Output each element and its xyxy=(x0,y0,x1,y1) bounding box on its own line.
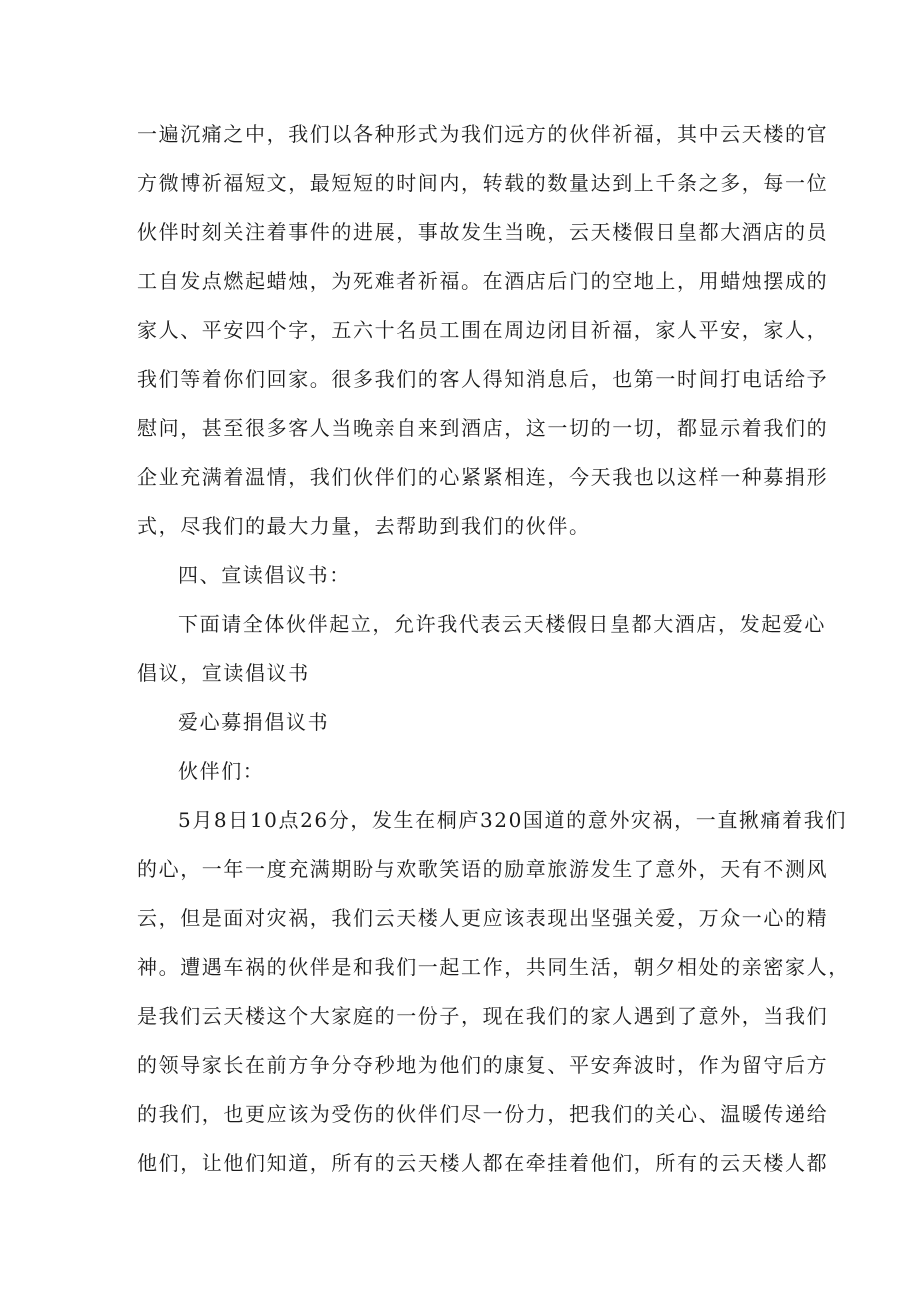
body-line: 我们等着你们回家。很多我们的客人得知消息后，也第一时间打电话给予 xyxy=(137,367,829,391)
body-line: 方微博祈福短文，最短短的时间内，转载的数量达到上千条之多，每一位 xyxy=(137,171,829,195)
letter-title: 爱心募捐倡议书 xyxy=(178,710,330,734)
body-line: 慰问，甚至很多客人当晚亲自来到酒店，这一切的一切，都显示着我们的 xyxy=(137,416,829,440)
body-line: 倡议，宣读倡议书 xyxy=(137,661,310,685)
body-line: 一遍沉痛之中，我们以各种形式为我们远方的伙伴祈福，其中云天楼的官 xyxy=(137,122,829,146)
salutation: 伙伴们： xyxy=(178,759,265,783)
body-line: 的心，一年一度充满期盼与欢歌笑语的励章旅游发生了意外，天有不测风 xyxy=(137,857,829,881)
body-line: 5月8日10点26分，发生在桐庐320国道的意外灾祸，一直揪痛着我们 xyxy=(178,808,847,832)
body-line: 的我们，也更应该为受伤的伙伴们尽一份力，把我们的关心、温暖传递给 xyxy=(137,1102,829,1126)
body-line: 式，尽我们的最大力量，去帮助到我们的伙伴。 xyxy=(137,514,591,538)
body-line: 的领导家长在前方争分夺秒地为他们的康复、平安奔波时，作为留守后方 xyxy=(137,1053,829,1077)
body-line: 企业充满着温情，我们伙伴们的心紧紧相连，今天我也以这样一种募捐形 xyxy=(137,465,829,489)
section-heading: 四、宣读倡议书： xyxy=(178,563,351,587)
body-line: 他们，让他们知道，所有的云天楼人都在牵挂着他们，所有的云天楼人都 xyxy=(137,1151,829,1175)
document-body xyxy=(137,110,850,1188)
body-line: 伙伴时刻关注着事件的进展，事故发生当晚，云天楼假日皇都大酒店的员 xyxy=(137,220,829,244)
body-line: 下面请全体伙伴起立，允许我代表云天楼假日皇都大酒店，发起爱心 xyxy=(178,612,826,636)
body-line: 工自发点燃起蜡烛，为死难者祈福。在酒店后门的空地上，用蜡烛摆成的 xyxy=(137,269,829,293)
body-line: 是我们云天楼这个大家庭的一份子，现在我们的家人遇到了意外，当我们 xyxy=(137,1004,829,1028)
body-line: 云，但是面对灾祸，我们云天楼人更应该表现出坚强关爱，万众一心的精 xyxy=(137,906,829,930)
body-line: 神。遭遇车祸的伙伴是和我们一起工作，共同生活，朝夕相处的亲密家人， xyxy=(137,955,850,979)
body-line: 家人、平安四个字，五六十名员工围在周边闭目祈福，家人平安，家人， xyxy=(137,318,829,342)
